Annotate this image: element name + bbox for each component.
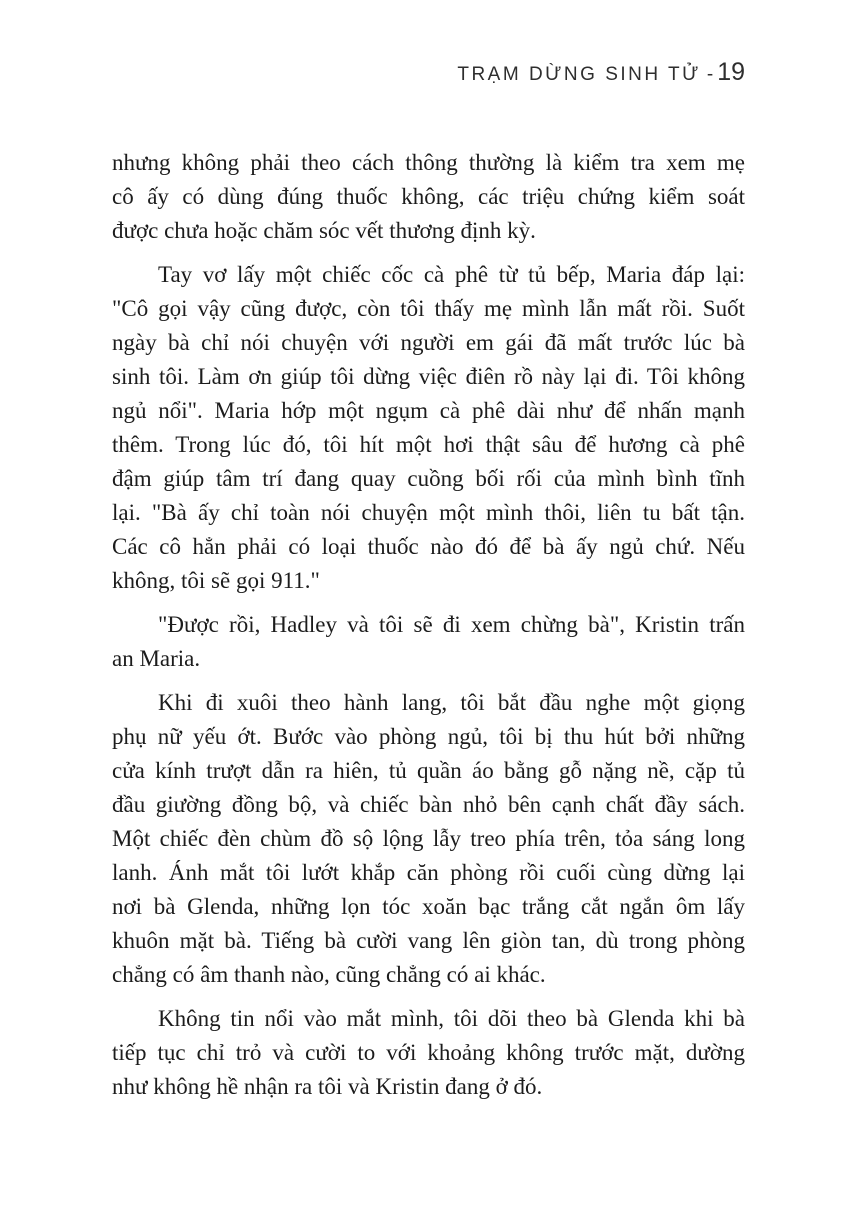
text-line: đầu giường đồng bộ, và chiếc bàn nhỏ bên cạnh chất đầy sách.: [112, 792, 745, 817]
paragraph: [112, 258, 745, 598]
paragraph: [112, 1002, 745, 1104]
text-line: cửa kính trượt dẫn ra hiên, tủ quần áo bằng gỗ nặng nề, cặp tủ: [112, 758, 745, 783]
text-line: chẳng có âm thanh nào, cũng chẳng có ai khác.: [112, 962, 546, 987]
text-line: Tay vơ lấy một chiếc cốc cà phê từ tủ bếp, Maria đáp lại:: [158, 262, 745, 287]
text-line: được chưa hoặc chăm sóc vết thương định kỳ.: [112, 218, 536, 243]
text-line: Không tin nổi vào mắt mình, tôi dõi theo bà Glenda khi bà: [158, 1006, 745, 1031]
text-line: ngày bà chỉ nói chuyện với người em gái đã mất trước lúc bà: [112, 330, 745, 355]
text-line: không, tôi sẽ gọi 911.": [112, 568, 320, 593]
text-line: như không hề nhận ra tôi và Kristin đang ở đó.: [112, 1074, 543, 1099]
text-line: nơi bà Glenda, những lọn tóc xoăn bạc trắng cắt ngắn ôm lấy: [112, 894, 745, 919]
text-line: nhưng không phải theo cách thông thường là kiểm tra xem mẹ: [112, 150, 745, 175]
text-line: ngủ nổi". Maria hớp một ngụm cà phê dài như để nhấn mạnh: [112, 398, 745, 423]
text-line: an Maria.: [112, 646, 201, 671]
paragraph: [112, 686, 745, 992]
text-line: "Được rồi, Hadley và tôi sẽ đi xem chừng bà", Kristin trấn: [158, 612, 745, 637]
paragraph: [112, 608, 745, 676]
text-line: Một chiếc đèn chùm đồ sộ lộng lẫy treo phía trên, tỏa sáng long: [112, 826, 745, 851]
text-line: lại. "Bà ấy chỉ toàn nói chuyện một mình thôi, liên tu bất tận.: [112, 500, 745, 525]
text-line: đậm giúp tâm trí đang quay cuồng bối rối của mình bình tĩnh: [112, 466, 745, 491]
text-line: Khi đi xuôi theo hành lang, tôi bắt đầu nghe một giọng: [158, 690, 745, 715]
text-line: phụ nữ yếu ớt. Bước vào phòng ngủ, tôi bị thu hút bởi những: [112, 724, 745, 749]
text-line: Các cô hẳn phải có loại thuốc nào đó để bà ấy ngủ chứ. Nếu: [112, 534, 745, 559]
page-number: 19: [717, 58, 745, 86]
text-line: cô ấy có dùng đúng thuốc không, các triệu chứng kiểm soát: [112, 184, 745, 209]
text-line: thêm. Trong lúc đó, tôi hít một hơi thật sâu để hương cà phê: [112, 432, 745, 457]
running-header-separator: -: [706, 64, 714, 85]
running-header-title: TRẠM DỪNG SINH TỬ: [457, 64, 701, 85]
body-text-block: [112, 146, 745, 1114]
text-line: lanh. Ánh mắt tôi lướt khắp căn phòng rồi cuối cùng dừng lại: [112, 860, 745, 885]
text-line: "Cô gọi vậy cũng được, còn tôi thấy mẹ mình lẫn mất rồi. Suốt: [112, 296, 745, 321]
paragraph: [112, 146, 745, 248]
text-line: tiếp tục chỉ trỏ và cười to với khoảng không trước mặt, dường: [112, 1040, 745, 1065]
running-header: [457, 58, 745, 87]
text-line: khuôn mặt bà. Tiếng bà cười vang lên giòn tan, dù trong phòng: [112, 928, 745, 953]
text-line: sinh tôi. Làm ơn giúp tôi dừng việc điên rồ này lại đi. Tôi không: [112, 364, 745, 389]
